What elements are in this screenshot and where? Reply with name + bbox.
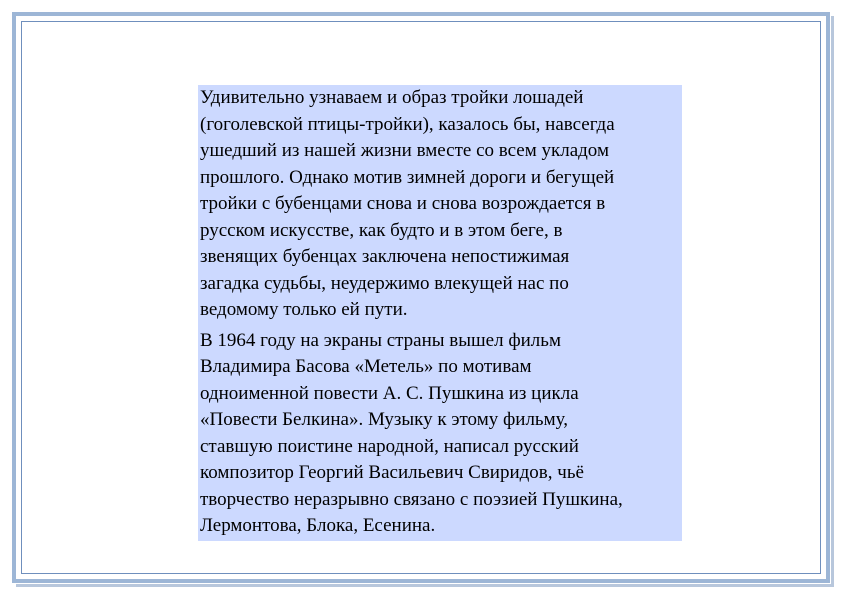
text-box xyxy=(198,85,682,541)
paragraph-troika: Удивительно узнаваем и образ тройки лошадей (гоголевской птицы-тройки), казалось бы, навсегда ушедший из нашей жизни вместе со всем укладом прошлого. Однако мотив зимней дороги и бегущей тройки с бубенцами снова и снова возрождается в русском искусстве, как будто и в этом беге, в звенящих бубенцах заключена непостижимая загадка судьбы, неудержимо влекущей нас по ведомому только ей пути. xyxy=(200,87,615,320)
paragraph-metel-film: В 1964 году на экраны страны вышел фильм Владимира Басова «Метель» по мотивам одноименной повести А. С. Пушкина из цикла «Повести Белкина». Музыку к этому фильму, ставшую поистине народной, написал русский композитор Георгий Васильевич Свиридов, чьё творчество неразрывно связано с поэзией Пушкина, Лермонтова, Блока, Есенина. xyxy=(200,329,623,536)
